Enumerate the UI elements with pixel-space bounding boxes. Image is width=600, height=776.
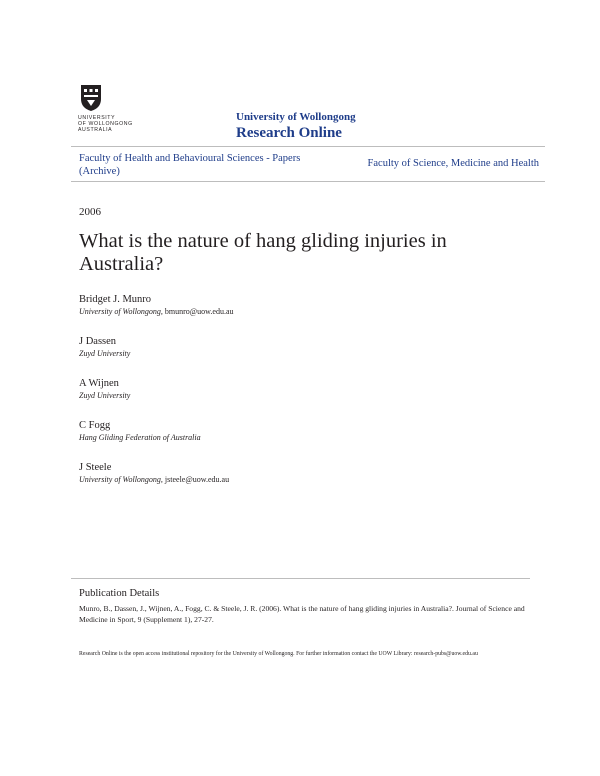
author-affiliation: University of Wollongong, jsteele@uow.edu.au [79,475,230,484]
research-online-header [236,111,356,142]
author-affiliation [79,390,529,401]
paper-title: What is the nature of hang gliding injuries in Australia? [79,230,447,275]
author-affiliation: University of Wollongong, bmunro@uow.edu.au [79,307,234,316]
faculty-link-right[interactable]: Faculty of Science, Medicine and Health [367,158,539,169]
author-institution: Hang Gliding Federation of Australia [79,433,201,442]
research-online-link[interactable]: Research Online [236,125,342,141]
author-name: Bridget J. Munro [79,294,152,305]
university-logo [78,84,150,138]
author-name: J Steele [79,462,112,473]
repository-notice: Research Online is the open access institutional repository for the University of Wollongong. For further information contact the UOW Library: research-pubs@uow.edu.au [79,651,478,657]
author-entry [79,419,529,443]
author-institution: Zuyd University [79,391,131,400]
section-divider [71,578,530,579]
crest-icon [80,84,102,112]
publication-details-text: Munro, B., Dassen, J., Wijnen, A., Fogg, C. & Steele, J. R. (2006). What is the nature of hang gliding injuries in Australia?. Journal of Science and Medicine in Sport, 9 (Supplement 1), 27-27. [79,604,525,624]
logo-line: UNIVERSITY [78,115,116,121]
author-name: C Fogg [79,420,111,431]
logo-line: OF WOLLONGONG [78,121,133,127]
author-institution: Zuyd University [79,349,131,358]
author-list [79,293,529,503]
author-entry [79,461,529,485]
logo-wordmark [78,115,150,133]
author-entry [79,293,529,317]
publication-year: 2006 [79,206,101,218]
author-institution: University of Wollongong [79,475,161,484]
author-entry [79,335,529,359]
author-name: J Dassen [79,336,117,347]
author-affiliation [79,348,529,359]
university-link[interactable]: University of Wollongong [236,111,356,123]
author-institution: University of Wollongong [79,307,161,316]
author-email[interactable]: bmunro@uow.edu.au [164,307,234,316]
faculty-bar [71,146,545,182]
logo-line: AUSTRALIA [78,127,113,133]
author-email[interactable]: jsteele@uow.edu.au [164,475,230,484]
faculty-link-left[interactable]: Faculty of Health and Behavioural Sciences - Papers (Archive) [79,153,301,177]
author-entry [79,377,529,401]
author-name: A Wijnen [79,378,119,389]
author-affiliation [79,432,529,443]
publication-details-heading: Publication Details [79,588,160,599]
